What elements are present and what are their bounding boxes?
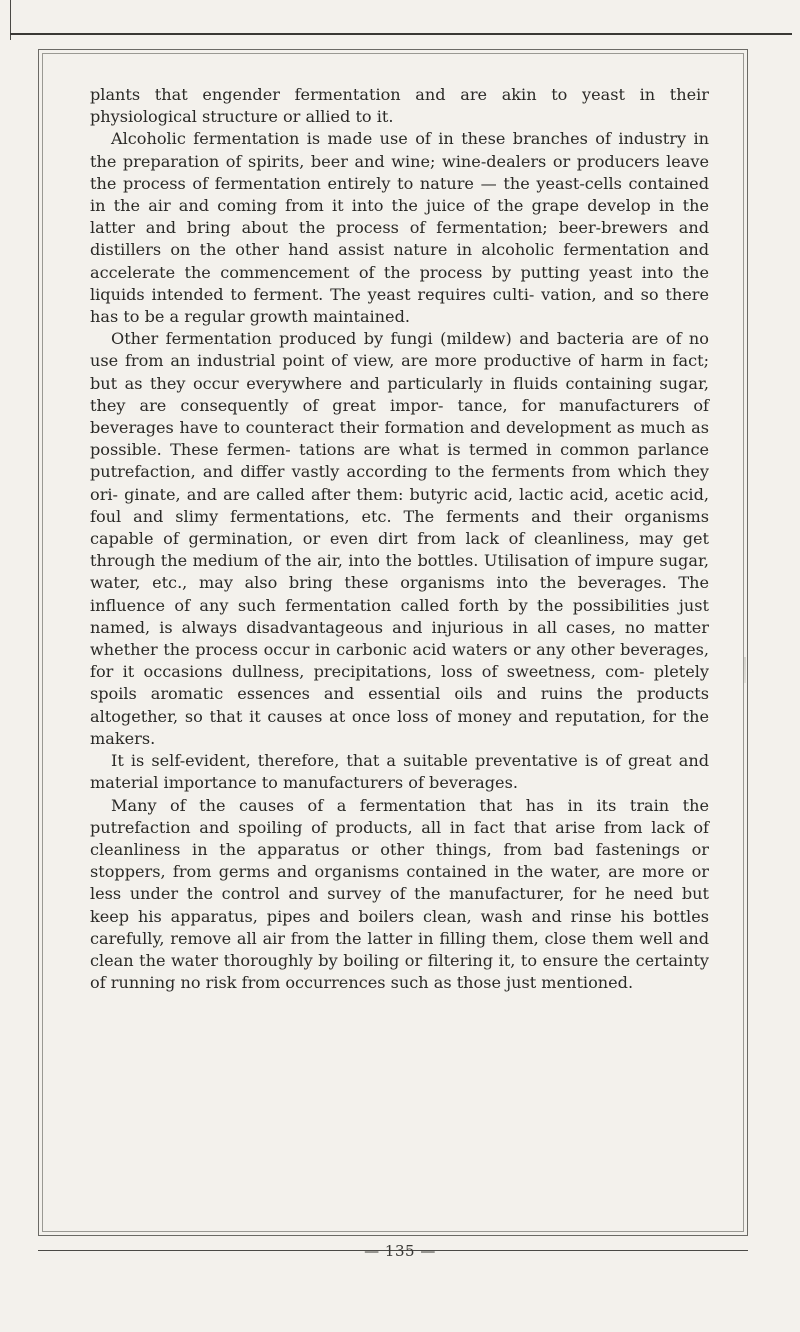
page-number: — 135 — [364,1242,436,1260]
body-text [90,84,709,994]
paragraph-continuation: plants that engender fermentation and are akin to yeast in their physiological structure or allied to it. [90,85,709,127]
paragraph-preventative: It is self-evident, therefore, that a suitable preventative is of great and material importance to manufacturers of beverages. [90,751,709,793]
paragraph-alcoholic-fermentation: Alcoholic fermentation is made use of in these branches of industry in the preparation of spirits, beer and wine; wine-dealers or producers leave the process of fermentation entirely to nature — the yeast-cells contained in the air and coming from it into the juice of the grape develop in the latter and bring about the process of fermentation; beer-brewers and distillers on the other hand assist nature in alcoholic fermentation and accelerate the commencement of the process by putting yeast into the liquids intended to ferment. The yeast requires culti- vation, and so there has to be a regular growth maintained. [90,129,709,327]
top-rule [10,33,792,35]
paragraph-other-fermentation: Other fermentation produced by fungi (mildew) and bacteria are of no use from an industrial point of view, are more productive of harm in fact; but as they occur everywhere and particularly in fluids containing sugar, they are consequently of great impor- tance, for manufacturers of beverages have to counteract their formation and development as much as possible. These fermen- tations are what is termed in common parlance putrefaction, and differ vastly according to the ferments from which they ori- ginate, and are called after them: butyric acid, lactic acid, acetic acid, foul and slimy fermentations, etc. The ferments and their organisms capable of germination, or even dirt from lack of cleanliness, may get through the medium of the air, into the bottles. Utilisation of impure sugar, water, etc., may also bring these organisms into the beverages. The influence of any such fermentation called forth by the possibilities just named, is always disadvantageous and injurious in all cases, no matter whether the process occur in carbonic acid waters or any other beverages, for it occasions dullness, precipitations, loss of sweetness, com- pletely spoils aromatic essences and essential oils and ruins the products altogether, so that it causes at once loss of money and reputation, for the makers. [90,329,709,748]
paragraph-causes: Many of the causes of a fermentation that has in its train the putrefaction and spoiling of products, all in fact that arise from lack of cleanliness in the apparatus or other things, from bad fastenings or stoppers, from germs and organisms contained in the water, are more or less under the control and survey of the manufacturer, for he need but keep his apparatus, pipes and boilers clean, wash and rinse his bottles carefully, remove all air from the latter in filling them, close them well and clean the water thoroughly by boiling or filtering it, to ensure the certainty of running no risk from occurrences such as those just mentioned. [90,795,709,993]
paper-speck [744,657,746,683]
